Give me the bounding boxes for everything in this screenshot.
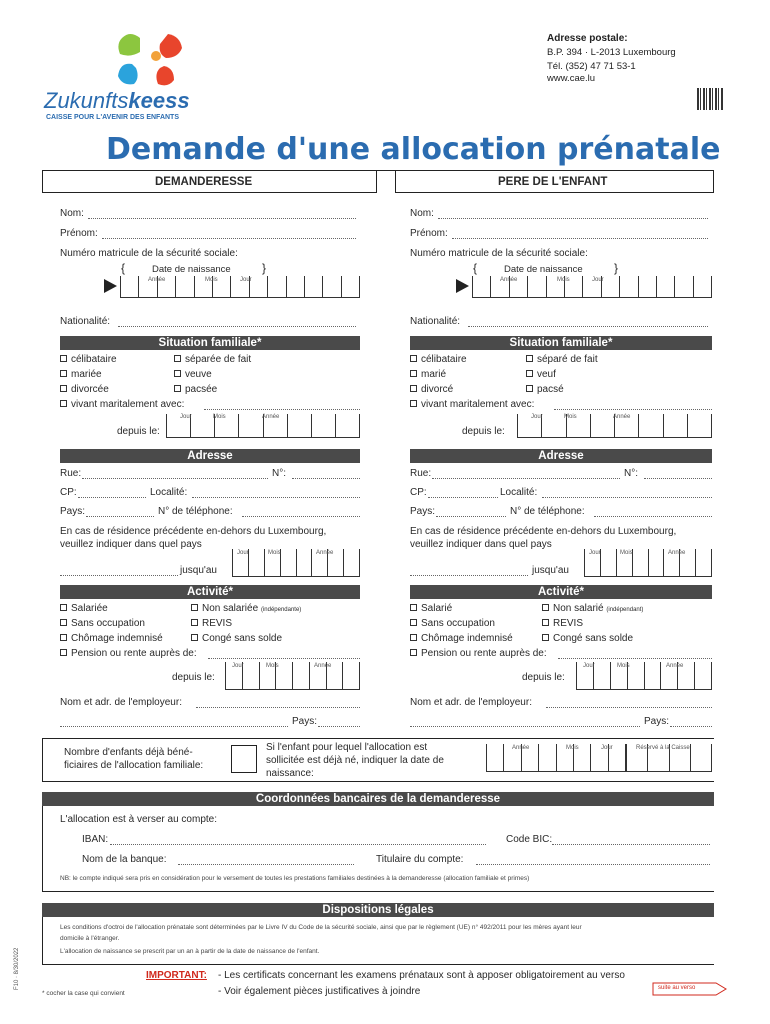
- vivant-field[interactable]: [204, 409, 360, 410]
- rue-field[interactable]: [432, 478, 620, 479]
- checkbox-vivant-maritalement[interactable]: vivant maritalement avec:: [410, 399, 534, 410]
- pension-field[interactable]: [208, 658, 360, 659]
- jour-label: Jour: [232, 663, 244, 669]
- checkbox-pension[interactable]: Pension ou rente auprès de:: [410, 648, 547, 659]
- annee-label: Année: [262, 414, 280, 420]
- checkbox-marie[interactable]: marié: [410, 369, 446, 380]
- pays-residence-field[interactable]: [410, 575, 528, 576]
- nationalite-label: Nationalité:: [60, 316, 111, 327]
- checkbox-pension[interactable]: Pension ou rente auprès de:: [60, 648, 197, 659]
- activite-bar: Activité*: [410, 585, 712, 599]
- mois-label: Mois: [266, 663, 279, 669]
- column-heading: PERE DE L'ENFANT: [498, 176, 608, 188]
- checkbox-non-salariee[interactable]: Non salariée (indépendante): [191, 603, 301, 614]
- pension-date-boxes[interactable]: [225, 662, 360, 690]
- pension-field[interactable]: [558, 658, 712, 659]
- bic-field[interactable]: [552, 844, 710, 845]
- checkbox-sans-occupation[interactable]: Sans occupation: [60, 618, 145, 629]
- residence-text: veuillez indiquer dans quel pays: [410, 539, 552, 550]
- pays-residence-field[interactable]: [60, 575, 178, 576]
- logo-subtitle: CAISSE POUR L'AVENIR DES ENFANTS: [46, 114, 179, 121]
- prenom-field[interactable]: [452, 238, 708, 239]
- jour-label: Jour: [531, 414, 543, 420]
- checkbox-conge-sans-solde[interactable]: Congé sans solde: [542, 633, 633, 644]
- dob-label: Date de naissance: [504, 264, 583, 275]
- jour-label: Jour: [180, 414, 192, 420]
- jour-label: Jour: [583, 663, 595, 669]
- situation-familiale-bar: Situation familiale*: [60, 336, 360, 350]
- checkbox-salariee[interactable]: Salariée: [60, 603, 108, 614]
- depuis-label: depuis le:: [172, 672, 215, 683]
- legal-text: domicile à l'étranger.: [60, 935, 120, 942]
- localite-field[interactable]: [542, 497, 712, 498]
- num-field[interactable]: [292, 478, 360, 479]
- nom-field[interactable]: [88, 218, 356, 219]
- residence-text: En cas de résidence précédente en-dehors du Luxembourg,: [410, 526, 677, 537]
- checkbox-vivant-maritalement[interactable]: vivant maritalement avec:: [60, 399, 184, 410]
- pays-field[interactable]: [436, 516, 506, 517]
- reserve-label: Réservé à la Caisse: [636, 745, 690, 751]
- nom-label: Nom:: [410, 208, 434, 219]
- checkbox-veuve[interactable]: veuve: [174, 369, 212, 380]
- cp-label: CP:: [410, 487, 427, 498]
- dob-label: Date de naissance: [152, 264, 231, 275]
- checkbox-veuf[interactable]: veuf: [526, 369, 556, 380]
- titulaire-field[interactable]: [476, 864, 710, 865]
- employeur-pays-field[interactable]: [318, 726, 360, 727]
- bank-bar: Coordonnées bancaires de la demanderesse: [42, 792, 714, 806]
- iban-field[interactable]: [110, 844, 486, 845]
- activite-bar: Activité*: [60, 585, 360, 599]
- residence-text: En cas de résidence précédente en-dehors du Luxembourg,: [60, 526, 327, 537]
- checkbox-conge-sans-solde[interactable]: Congé sans solde: [191, 633, 282, 644]
- pays-label: Pays:: [410, 506, 436, 517]
- checkbox-chomage[interactable]: Chômage indemnisé: [60, 633, 163, 644]
- pays-field[interactable]: [86, 516, 154, 517]
- adresse-bar: Adresse: [410, 449, 712, 463]
- titulaire-label: Titulaire du compte:: [376, 854, 464, 865]
- tel-field[interactable]: [242, 516, 360, 517]
- annee-label: Année: [148, 277, 166, 283]
- nationalite-label: Nationalité:: [410, 316, 461, 327]
- bank-intro: L'allocation est à verser au compte:: [60, 814, 217, 825]
- cp-label: CP:: [60, 487, 77, 498]
- mois-label: Mois: [617, 663, 630, 669]
- address-line: B.P. 394 · L-2013 Luxembourg: [547, 47, 676, 58]
- banque-field[interactable]: [178, 864, 354, 865]
- checkbox-sans-occupation[interactable]: Sans occupation: [410, 618, 495, 629]
- num-label: N°:: [272, 468, 286, 479]
- matricule-label: Numéro matricule de la sécurité sociale:: [60, 248, 238, 259]
- mois-label: Mois: [564, 414, 577, 420]
- annee-label: Année: [666, 663, 684, 669]
- employeur-label: Nom et adr. de l'employeur:: [60, 697, 182, 708]
- annee-label: Année: [316, 550, 334, 556]
- jusquau-label: jusqu'au: [180, 565, 217, 576]
- checkbox-pacsee[interactable]: pacsée: [174, 384, 217, 395]
- checkbox-chomage[interactable]: Chômage indemnisé: [410, 633, 513, 644]
- employeur-field-2[interactable]: [410, 726, 640, 727]
- depuis-label: depuis le:: [462, 426, 505, 437]
- address-line: Tél. (352) 47 71 53-1: [547, 61, 636, 72]
- checkbox-pacse[interactable]: pacsé: [526, 384, 564, 395]
- nationalite-field[interactable]: [118, 326, 356, 327]
- checkbox-divorce[interactable]: divorcé: [410, 384, 453, 395]
- address-line: www.cae.lu: [547, 73, 596, 84]
- checkbox-non-salarie[interactable]: Non salarié (indépendant): [542, 603, 643, 614]
- logo-text: Zukunftskeess: [44, 88, 190, 113]
- employeur-label: Nom et adr. de l'employeur:: [410, 697, 532, 708]
- logo: [40, 28, 200, 128]
- mois-label: Mois: [205, 277, 218, 283]
- banque-label: Nom de la banque:: [82, 854, 167, 865]
- jour-label: Jour: [592, 277, 604, 283]
- form-title: Demande d'une allocation prénatale: [106, 132, 721, 167]
- rue-label: Rue:: [410, 468, 432, 479]
- child-born-text: sollicitée est déjà né, indiquer la date de: [266, 755, 444, 766]
- arrow-right-icon: [104, 279, 117, 293]
- tel-label: N° de téléphone:: [158, 506, 233, 517]
- localite-label: Localité:: [500, 487, 538, 498]
- arrow-right-icon: [456, 279, 469, 293]
- prenom-field[interactable]: [102, 238, 356, 239]
- mois-label: Mois: [213, 414, 226, 420]
- legal-text: L'allocation de naissance se prescrit par un an à partir de la date de naissance de l'enfant.: [60, 948, 320, 955]
- mois-label: Mois: [557, 277, 570, 283]
- jusquau-date-boxes[interactable]: [232, 549, 360, 577]
- checkbox-revis[interactable]: REVIS: [191, 618, 232, 629]
- prenom-label: Prénom:: [60, 228, 98, 239]
- legal-bar: Dispositions légales: [42, 903, 714, 917]
- cp-field[interactable]: [428, 497, 498, 498]
- nom-label: Nom:: [60, 208, 84, 219]
- legal-text: Les conditions d'octroi de l'allocation prénatale sont déterminées par le Livre IV du Code de la sécurité sociale, ainsi que par le règlement (UE) n° 492/2011 pour les mères ayant leur: [60, 924, 582, 931]
- annee-label: Année: [500, 277, 518, 283]
- annee-label: Année: [314, 663, 332, 669]
- checkbox-separee[interactable]: séparée de fait: [174, 354, 251, 365]
- side-code: F10 · 8/30/2022: [14, 947, 20, 990]
- checkbox-divorcee[interactable]: divorcée: [60, 384, 109, 395]
- employeur-pays-label: Pays:: [644, 716, 670, 727]
- checkbox-celibataire[interactable]: célibataire: [410, 354, 467, 365]
- vivant-field[interactable]: [554, 409, 712, 410]
- checkbox-mariee[interactable]: mariée: [60, 369, 102, 380]
- column-heading: DEMANDERESSE: [155, 176, 253, 188]
- employeur-pays-label: Pays:: [292, 716, 318, 727]
- bank-note: NB: le compte indiqué sera pris en considération pour le versement de toutes les prestations familiales destinées à la demanderesse (allocation familiale et primes): [60, 875, 530, 882]
- employeur-field-2[interactable]: [60, 726, 288, 727]
- employeur-field[interactable]: [196, 707, 360, 708]
- rue-label: Rue:: [60, 468, 82, 479]
- matricule-label: Numéro matricule de la sécurité sociale:: [410, 248, 588, 259]
- children-count-box[interactable]: [231, 745, 257, 773]
- bic-label: Code BIC:: [506, 834, 553, 845]
- jour-label: Jour: [589, 550, 601, 556]
- pension-date-boxes[interactable]: [576, 662, 712, 690]
- localite-label: Localité:: [150, 487, 188, 498]
- tel-field[interactable]: [594, 516, 712, 517]
- child-born-text: naissance:: [266, 768, 314, 779]
- nom-field[interactable]: [438, 218, 708, 219]
- residence-text: veuillez indiquer dans quel pays: [60, 539, 202, 550]
- checkbox-separe[interactable]: séparé de fait: [526, 354, 598, 365]
- rue-field[interactable]: [82, 478, 268, 479]
- iban-label: IBAN:: [82, 834, 109, 845]
- cp-field[interactable]: [78, 497, 146, 498]
- annee-label: Année: [512, 745, 530, 751]
- mois-label: Mois: [620, 550, 633, 556]
- annee-label: Année: [613, 414, 631, 420]
- checkbox-salarie[interactable]: Salarié: [410, 603, 452, 614]
- jusquau-date-boxes[interactable]: [584, 549, 712, 577]
- important-label: IMPORTANT:: [146, 970, 207, 981]
- address-title: Adresse postale:: [547, 33, 628, 44]
- suite-label: suite au verso: [658, 985, 696, 991]
- postal-address: [547, 33, 676, 84]
- jusquau-label: jusqu'au: [532, 565, 569, 576]
- checkbox-celibataire[interactable]: célibataire: [60, 354, 117, 365]
- logo-hands-icon: [40, 28, 200, 94]
- cocher-note: * cocher la case qui convient: [42, 990, 125, 997]
- num-label: N°:: [624, 468, 638, 479]
- child-born-text: Si l'enfant pour lequel l'allocation est: [266, 742, 428, 753]
- adresse-bar: Adresse: [60, 449, 360, 463]
- jour-label: Jour: [240, 277, 252, 283]
- nationalite-field[interactable]: [468, 326, 708, 327]
- suite-au-verso-link[interactable]: [652, 982, 728, 996]
- mois-label: Mois: [268, 550, 281, 556]
- pays-label: Pays:: [60, 506, 86, 517]
- jour-label: Jour: [237, 550, 249, 556]
- prenom-label: Prénom:: [410, 228, 448, 239]
- jour-label: Jour: [601, 745, 613, 751]
- tel-label: N° de téléphone:: [510, 506, 585, 517]
- localite-field[interactable]: [192, 497, 360, 498]
- depuis-label: depuis le:: [117, 426, 160, 437]
- qr-code-icon: [697, 88, 723, 110]
- mois-label: Mois: [566, 745, 579, 751]
- children-count-label: ficiaires de l'allocation familiale:: [64, 760, 204, 771]
- depuis-label: depuis le:: [522, 672, 565, 683]
- num-field[interactable]: [644, 478, 712, 479]
- situation-familiale-bar: Situation familiale*: [410, 336, 712, 350]
- important-note: - Voir également pièces justificatives à joindre: [218, 986, 421, 997]
- employeur-field[interactable]: [546, 707, 712, 708]
- annee-label: Année: [668, 550, 686, 556]
- children-count-label: Nombre d'enfants déjà béné-: [64, 747, 193, 758]
- checkbox-revis[interactable]: REVIS: [542, 618, 583, 629]
- employeur-pays-field[interactable]: [670, 726, 712, 727]
- important-note: - Les certificats concernant les examens prénataux sont à apposer obligatoirement au verso: [218, 970, 625, 981]
